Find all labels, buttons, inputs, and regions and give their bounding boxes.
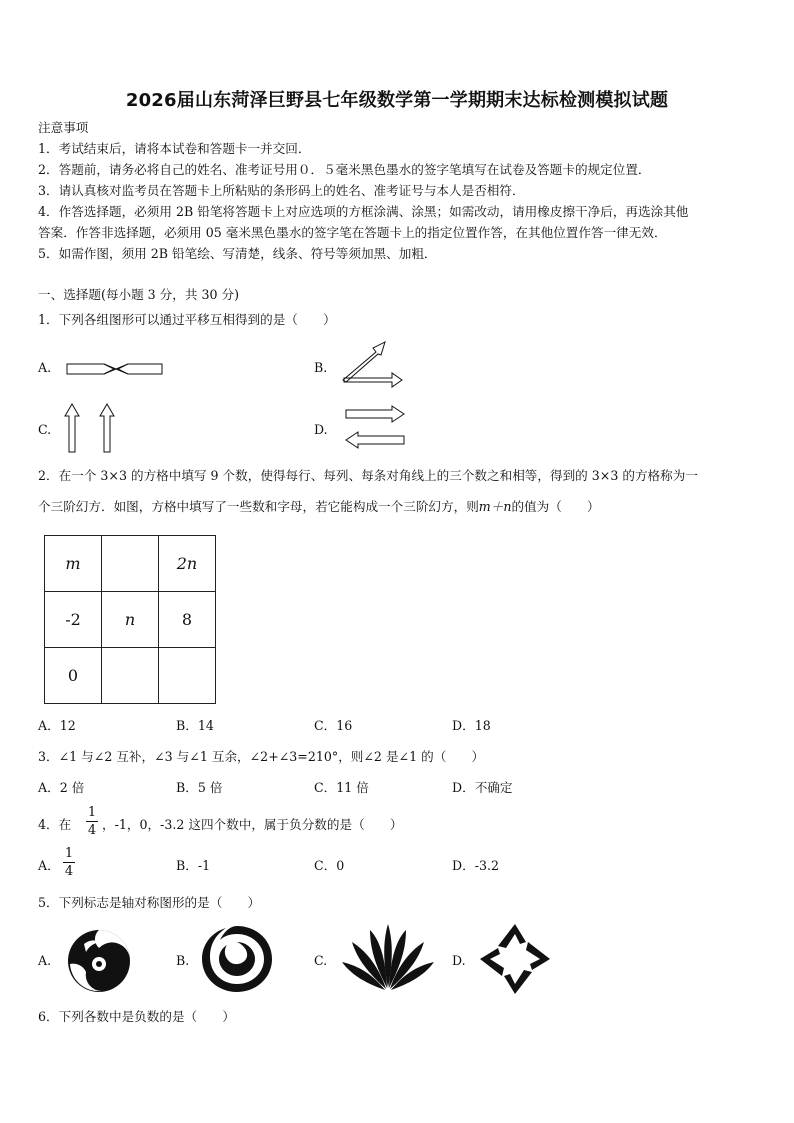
option-label-c: C. <box>38 422 52 437</box>
option-label-a: A. <box>38 953 52 968</box>
option-label-d: D. <box>452 953 466 968</box>
option-a-label: A． <box>38 858 60 873</box>
option-a-fraction <box>63 847 75 878</box>
option-b: B．-1 <box>176 858 211 873</box>
question-1-stem: 1．下列各组图形可以通过平移互相得到的是（ ） <box>38 312 336 327</box>
option-a: A．12 <box>38 718 76 733</box>
option-d: D．-3.2 <box>452 858 499 873</box>
concentric-swirl-logo-icon <box>200 924 274 994</box>
grid-cell: 2n <box>159 536 216 592</box>
notice-item: 答案．作答非选择题，必须用 05 毫米黑色墨水的签字笔在答题卡上的指定位置作答，在其他位置作答一律无效． <box>38 225 667 240</box>
grid-cell <box>159 648 216 704</box>
question-2-line1: 2．在一个 3×3 的方格中填写 9 个数，使得每行、每列、每条对角线上的三个数之和相等，得到的 3×3 的方格称为一 <box>38 468 698 483</box>
question-2-line2 <box>38 499 600 515</box>
question-2-expression: m＋n <box>478 499 512 514</box>
grid-cell <box>102 648 159 704</box>
notice-item: 4．作答选择题，必须用 2B 铅笔将答题卡上对应选项的方框涂满、涂黑；如需改动，请用橡皮擦干净后，再选涂其他 <box>38 204 689 219</box>
fan-petal-logo-icon <box>340 922 436 994</box>
option-b: B．14 <box>176 718 214 733</box>
grid-cell: 8 <box>159 592 216 648</box>
section-heading: 一、选择题(每小题 3 分，共 30 分) <box>38 287 240 302</box>
question-2-ask: 的值为（ ） <box>511 499 600 514</box>
option-d: D．18 <box>452 718 491 733</box>
fraction-denominator: 4 <box>64 864 74 879</box>
page-title: 2026届山东菏泽巨野县七年级数学第一学期期末达标检测模拟试题 <box>125 90 669 111</box>
option-c: C．16 <box>314 718 353 733</box>
option-c: C．11 倍 <box>314 780 369 795</box>
option-a: A．2 倍 <box>38 780 85 795</box>
star-outline-logo-icon <box>478 922 552 996</box>
grid-cell <box>102 536 159 592</box>
fraction-numerator: 1 <box>87 805 97 820</box>
parallel-up-arrows-figure <box>62 402 122 454</box>
option-label-b: B. <box>314 360 328 375</box>
notice-heading: 注意事项 <box>38 120 89 135</box>
question-5-stem: 5．下列标志是轴对称图形的是（ ） <box>38 895 261 910</box>
swirl-circle-logo-icon <box>66 928 132 994</box>
fraction-one-quarter <box>86 806 98 837</box>
option-c: C．0 <box>314 858 345 873</box>
question-4-prefix: 4．在 <box>38 817 72 832</box>
grid-cell: 0 <box>45 648 102 704</box>
notice-item: 1．考试结束后，请将本试卷和答题卡一并交回． <box>38 141 311 156</box>
fraction-denominator: 4 <box>87 823 97 838</box>
option-label-d: D. <box>314 422 328 437</box>
grid-cell: n <box>102 592 159 648</box>
notice-item: 2．答题前，请务必将自己的姓名、准考证号用０．５毫米黑色墨水的签字笔填写在试卷及答题卡的规定位置． <box>38 162 651 177</box>
option-label-a: A. <box>38 360 52 375</box>
question-3-stem: 3．∠1 与∠2 互补，∠3 与∠1 互余，∠2+∠3=210°，则∠2 是∠1 的（ ） <box>38 749 485 764</box>
option-label-c: C. <box>314 953 328 968</box>
option-label-b: B. <box>176 953 190 968</box>
rotated-arrows-figure <box>340 338 410 390</box>
question-6-stem: 6．下列各数中是负数的是（ ） <box>38 1009 235 1024</box>
question-4-suffix: ，-1，0，-3.2 这四个数中，属于负分数的是（ ） <box>102 817 403 832</box>
opposite-arrows-figure <box>342 404 412 452</box>
notice-item: 5．如需作图，须用 2B 铅笔绘、写清楚，线条、符号等须加黑、加粗． <box>38 246 437 261</box>
crossing-arrows-figure <box>66 356 166 382</box>
grid-cell: -2 <box>45 592 102 648</box>
option-b: B．5 倍 <box>176 780 223 795</box>
magic-square-grid <box>44 535 216 704</box>
option-d: D．不确定 <box>452 780 513 795</box>
notice-item: 3．请认真核对监考员在答题卡上所粘贴的条形码上的姓名、准考证号与本人是否相符． <box>38 183 525 198</box>
question-2-text: 个三阶幻方．如图，方格中填写了一些数和字母，若它能构成一个三阶幻方，则 <box>38 499 479 514</box>
fraction-numerator: 1 <box>64 846 74 861</box>
grid-cell: m <box>45 536 102 592</box>
